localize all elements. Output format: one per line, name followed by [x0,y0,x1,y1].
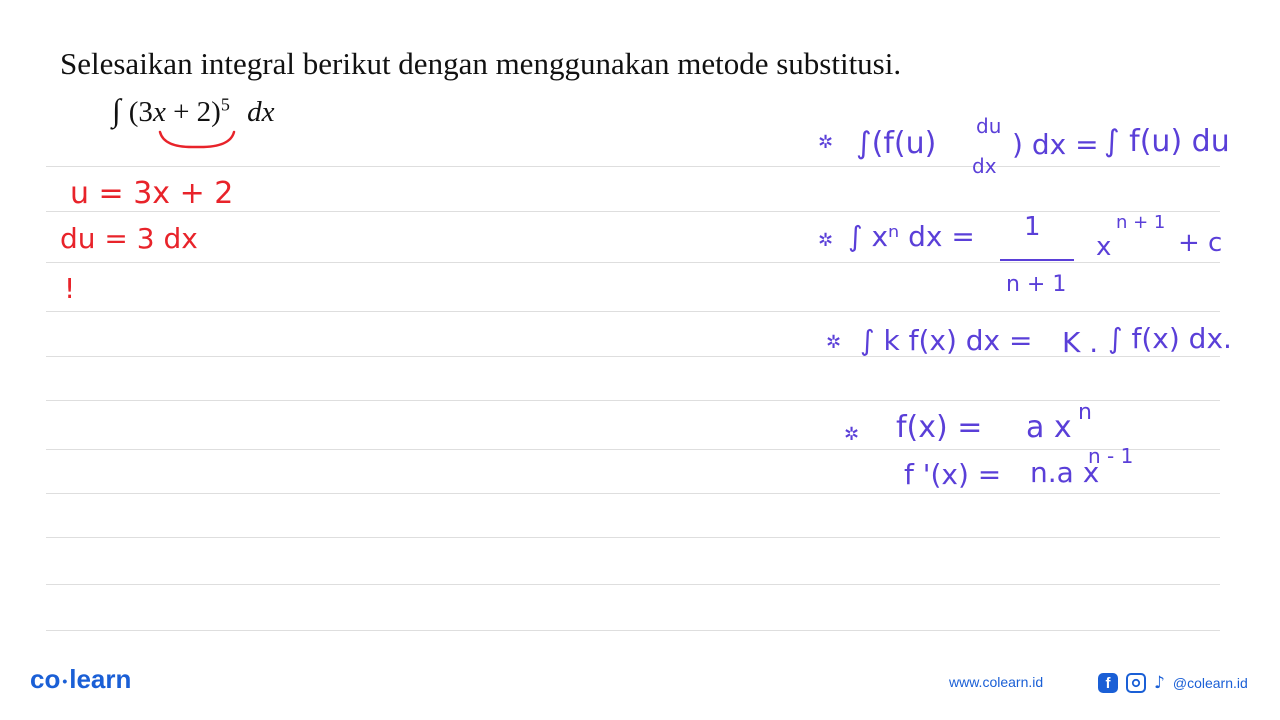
logo-learn: learn [69,664,132,694]
formula-2-den: n + 1 [1006,272,1067,297]
formula-2-c: + c [1178,228,1223,258]
formula-4-left: f(x) = [896,410,983,445]
formula-1-left: ∫(f(u) [856,126,937,161]
formula-4-right: a x [1026,410,1072,445]
instagram-icon[interactable] [1126,673,1146,693]
expr-d: d [247,96,262,128]
expr-open: (3 [128,96,153,128]
formula-2-exp: n + 1 [1116,212,1166,233]
expr-rest: + 2) [165,96,221,128]
social-links [1098,672,1248,694]
formula-5-left: f '(x) = [904,458,1002,491]
red-mark: ! [64,272,76,305]
formula-5-exp: n - 1 [1088,444,1134,468]
tiktok-icon[interactable]: ♪ [1154,673,1165,693]
star-bullet-3: ✲ [826,332,842,353]
expr-var: x [152,96,166,128]
u-substitution-line: u = 3x + 2 [70,176,234,211]
colearn-logo[interactable] [30,664,131,695]
star-bullet-1: ✲ [818,132,834,153]
expr-exponent: 5 [220,94,230,115]
formula-1-dx: dx [972,154,997,178]
formula-3-left: ∫ k f(x) dx = [860,324,1033,357]
star-bullet-4: ✲ [844,424,860,445]
expr-dx-var: x [261,96,275,128]
website-link[interactable]: www.colearn.id [949,674,1044,690]
logo-dot-icon: • [62,673,68,690]
formula-1-du: du [976,114,1002,138]
formula-2-num: 1 [1024,212,1041,242]
formula-3-mid: K . [1062,326,1099,359]
social-handle[interactable]: @colearn.id [1172,675,1248,691]
formula-2-x: x [1096,232,1112,262]
star-bullet-2: ✲ [818,230,834,251]
formula-1-right: ∫ f(u) du [1104,124,1230,159]
formula-5-right: n.a x [1030,456,1100,489]
formula-2-left: ∫ xⁿ dx = [848,220,975,253]
formula-4-exp: n [1078,400,1092,425]
question-text: Selesaikan integral berikut dengan menggunakan metode substitusi. [60,46,902,81]
formula-1-mid: ) dx = [1012,128,1099,161]
integral-sign: ∫ [112,92,121,128]
logo-co: co [30,664,61,694]
du-line: du = 3 dx [60,222,198,255]
facebook-icon[interactable]: f [1098,673,1118,693]
formula-3-right: ∫ f(x) dx. [1108,322,1232,355]
